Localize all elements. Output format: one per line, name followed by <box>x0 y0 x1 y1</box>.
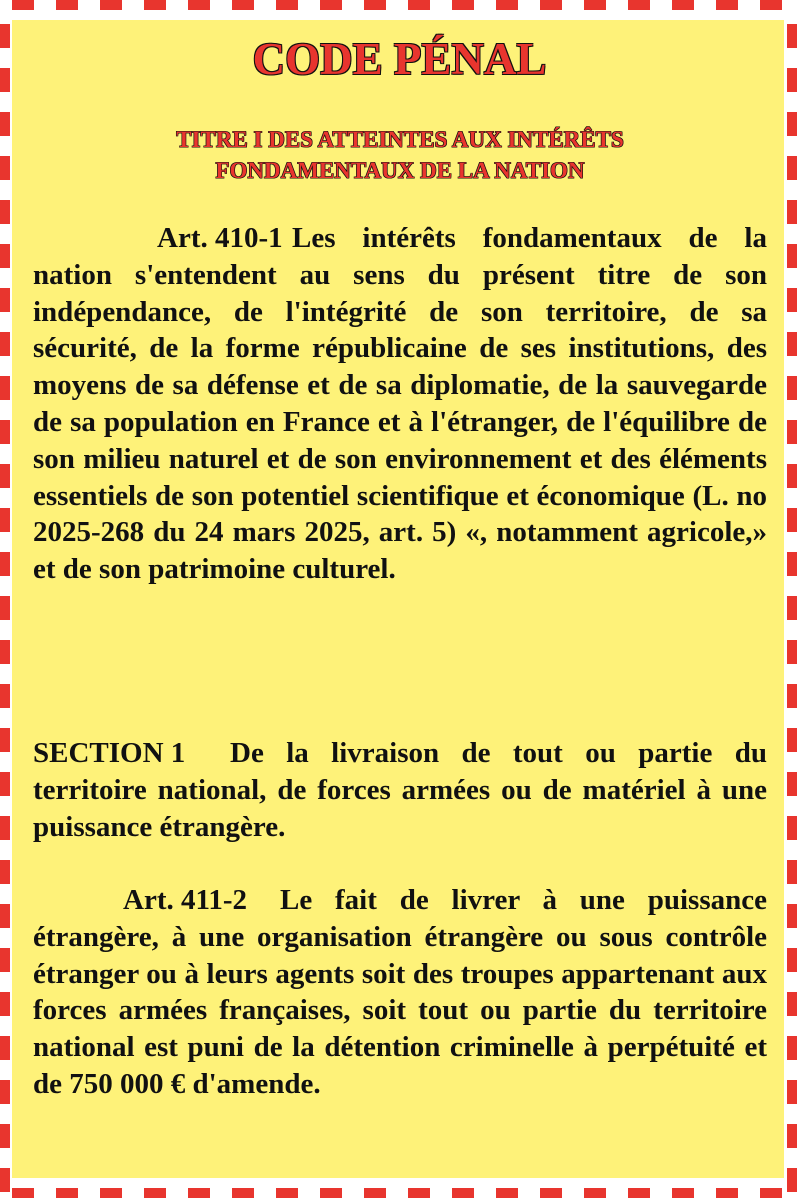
border-dash <box>12 1188 34 1198</box>
border-dash <box>452 1188 474 1198</box>
border-dash <box>0 552 10 576</box>
border-dash <box>0 684 10 708</box>
border-dash <box>787 112 797 136</box>
border-dash <box>408 1188 430 1198</box>
border-dash <box>787 640 797 664</box>
article-label: Art. 410-1 <box>157 222 283 254</box>
article-text: Les intérêts fondamentaux de la nation s'entendent au sens du présent titre de son indépendance, de l'intégrité de son territoire, de sa sécurité, de la forme républicaine de ses institutions, des moyens de sa défense et de sa diplomatie, de la sauvegarde de sa population en France et à l'étranger, de l'équilibre de son milieu naturel et de son environnement et des éléments essentiels de son potentiel scientifique et économique (L. no 2025-268 du 24 mars 2025, art. 5) «, notamment agricole,» et de son patrimoine culturel. <box>33 222 767 586</box>
border-dash <box>100 1188 122 1198</box>
border-dash <box>0 508 10 532</box>
border-dash <box>787 816 797 840</box>
border-dash <box>100 0 122 10</box>
border-dash <box>276 1188 298 1198</box>
border-dash <box>0 772 10 796</box>
border-dash <box>0 860 10 884</box>
border-dash <box>0 904 10 928</box>
border-dash <box>0 1124 10 1148</box>
border-dash <box>144 1188 166 1198</box>
border-dash <box>716 0 738 10</box>
border-dash <box>0 948 10 972</box>
border-dash <box>672 1188 694 1198</box>
border-dash <box>0 728 10 752</box>
border-dash <box>56 1188 78 1198</box>
border-dash <box>628 1188 650 1198</box>
border-dash <box>787 860 797 884</box>
border-dash <box>0 816 10 840</box>
border-dash <box>540 0 562 10</box>
border-dash <box>452 0 474 10</box>
border-dash <box>760 0 782 10</box>
border-dash <box>540 1188 562 1198</box>
border-dash <box>0 200 10 224</box>
border-dash <box>0 992 10 1016</box>
border-dash <box>0 288 10 312</box>
border-dash <box>0 112 10 136</box>
page-title: CODE PÉNAL <box>252 34 547 84</box>
border-dash <box>56 0 78 10</box>
title-heading-line-1: TITRE I DES ATTEINTES AUX INTÉRÊTS <box>176 127 624 152</box>
border-dash <box>760 1188 782 1198</box>
border-dash <box>628 0 650 10</box>
border-dash <box>0 376 10 400</box>
article-411-2 <box>33 882 767 1103</box>
border-dash <box>787 376 797 400</box>
border-dash <box>0 156 10 180</box>
article-410-1 <box>33 220 767 588</box>
border-dash <box>787 1080 797 1104</box>
border-dash <box>320 1188 342 1198</box>
border-dash <box>0 1168 10 1192</box>
article-text: Le fait de livrer à une puissance étrangère, à une organisation étrangère ou sous contrôle étranger ou à leurs agents soit des troupes appartenant aux forces armées françaises, soit tout ou partie du territoire national est puni de la détention criminelle à perpétuité et de 750 000 € d'amende. <box>33 884 767 1100</box>
border-dash <box>584 0 606 10</box>
section-1 <box>33 735 767 845</box>
border-dash <box>364 1188 386 1198</box>
border-dash <box>787 420 797 444</box>
border-dash <box>787 596 797 620</box>
border-dash <box>787 1124 797 1148</box>
border-dash <box>672 0 694 10</box>
border-dash <box>787 552 797 576</box>
border-dash <box>787 728 797 752</box>
title-heading-line-2: FONDAMENTAUX DE LA NATION <box>215 158 585 183</box>
border-dash <box>188 0 210 10</box>
border-dash <box>787 904 797 928</box>
border-dash <box>787 1036 797 1060</box>
border-dash <box>0 640 10 664</box>
border-dash <box>320 0 342 10</box>
border-dash <box>232 0 254 10</box>
border-dash <box>716 1188 738 1198</box>
border-dash <box>787 992 797 1016</box>
border-dash <box>0 596 10 620</box>
border-dash <box>0 1036 10 1060</box>
border-dash <box>144 0 166 10</box>
article-label: Art. 411-2 <box>123 884 248 916</box>
border-dash <box>787 288 797 312</box>
border-dash <box>787 156 797 180</box>
border-dash <box>188 1188 210 1198</box>
border-dash <box>12 0 34 10</box>
border-dash <box>787 684 797 708</box>
title-heading <box>40 124 760 186</box>
section-label: SECTION 1 <box>33 737 186 769</box>
border-dash <box>276 0 298 10</box>
border-dash <box>0 332 10 356</box>
border-dash <box>787 464 797 488</box>
border-dash <box>787 948 797 972</box>
border-dash <box>787 332 797 356</box>
border-dash <box>232 1188 254 1198</box>
border-dash <box>584 1188 606 1198</box>
border-dash <box>787 772 797 796</box>
border-dash <box>787 200 797 224</box>
border-dash <box>408 0 430 10</box>
border-dash <box>0 244 10 268</box>
border-dash <box>0 420 10 444</box>
section-text: De la livraison de tout ou partie du territoire national, de forces armées ou de matériel à une puissance étrangère. <box>33 737 767 843</box>
border-dash <box>787 244 797 268</box>
border-dash <box>0 464 10 488</box>
border-dash <box>496 0 518 10</box>
border-dash <box>496 1188 518 1198</box>
border-dash <box>787 1168 797 1192</box>
border-dash <box>787 508 797 532</box>
border-dash <box>0 1080 10 1104</box>
border-dash <box>364 0 386 10</box>
